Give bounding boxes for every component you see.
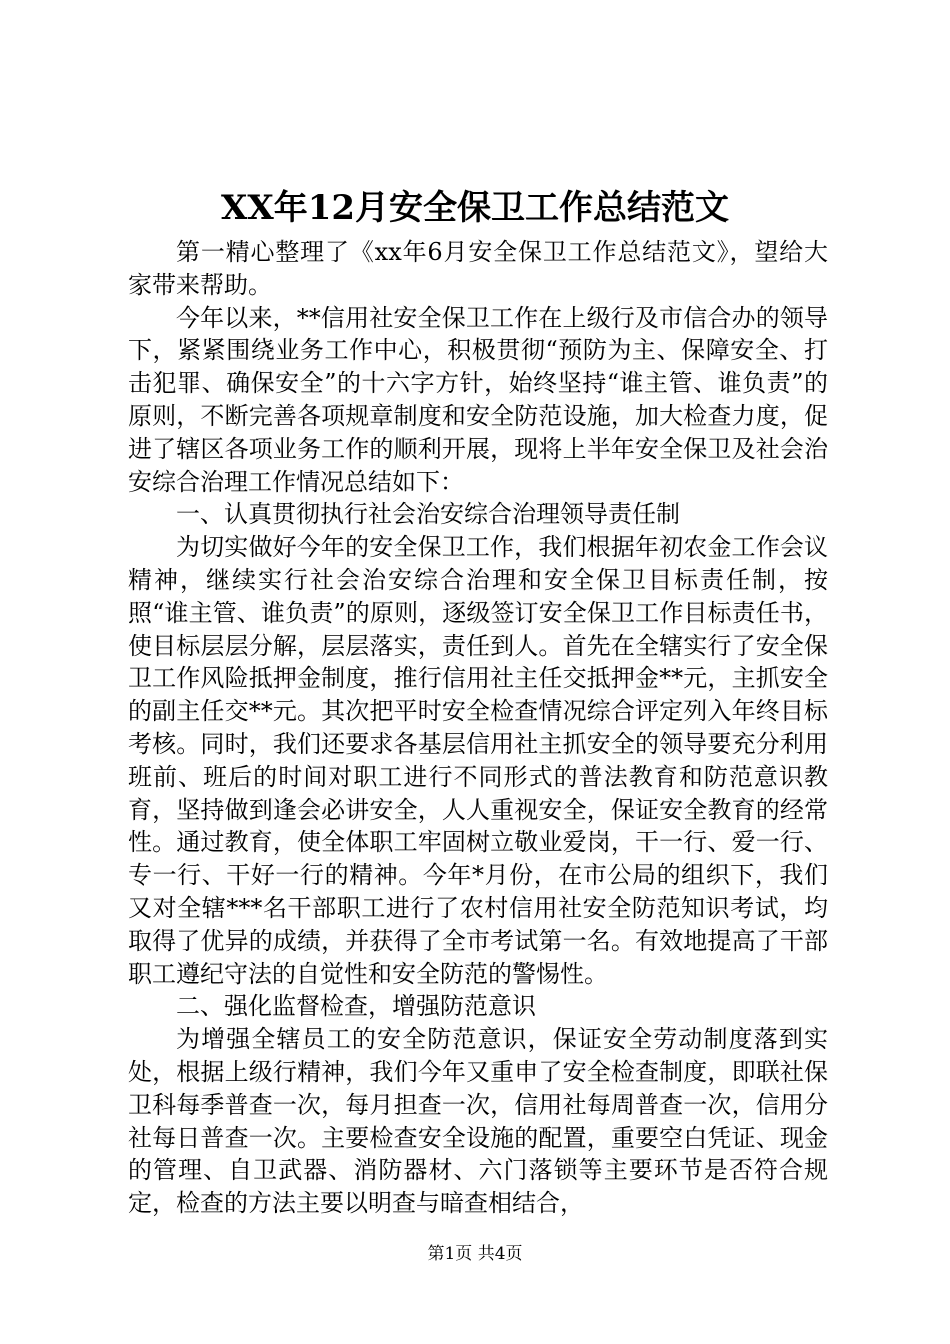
document-title: XX年12月安全保卫工作总结范文 xyxy=(220,188,730,228)
paragraph-section-1: 为切实做好今年的安全保卫工作，我们根据年初农金工作会议精神，继续实行社会治安综合治理和安全保卫目标责任制，按照“谁主管、谁负责”的原则，逐级签订安全保卫工作目标责任书，使目标层层分解，层层落实，责任到人。首先在全辖实行了安全保卫工作风险抵押金制度，推行信用社主任交抵押金**元，主抓安全的副主任交**元。其次把平时安全检查情况综合评定列入年终目标考核。同时，我们还要求各基层信用社主抓安全的领导要充分利用班前、班后的时间对职工进行不同形式的普法教育和防范意识教育，坚持做到逢会必讲安全，人人重视安全，保证安全教育的经常性。通过教育，使全体职工牢固树立敬业爱岗，干一行、爱一行、专一行、干好一行的精神。今年*月份，在市公局的组织下，我们又对全辖***名干部职工进行了农村信用社安全防范知识考试，均取得了优异的成绩，并获得了全市考试第一名。有效地提高了干部职工遵纪守法的自觉性和安全防范的警惕性。 xyxy=(128,533,828,988)
paragraph-intro: 第一精心整理了《xx年6月安全保卫工作总结范文》，望给大家带来帮助。 xyxy=(128,238,828,299)
section-heading-1: 一、认真贯彻执行社会治安综合治理领导责任制 xyxy=(176,500,680,529)
section-heading-2: 二、强化监督检查，增强防范意识 xyxy=(176,992,536,1021)
page-footer: 第1页 共4页 xyxy=(427,1244,523,1264)
paragraph-summary: 今年以来，**信用社安全保卫工作在上级行及市信合办的领导下，紧紧围绕业务工作中心，积极贯彻“预防为主、保障安全、打击犯罪、确保安全”的十六字方针，始终坚持“谁主管、谁负责”的原则，不断完善各项规章制度和安全防范设施，加大检查力度，促进了辖区各项业务工作的顺利开展，现将上半年安全保卫及社会治安综合治理工作情况总结如下： xyxy=(128,303,828,496)
paragraph-section-2: 为增强全辖员工的安全防范意识，保证安全劳动制度落到实处，根据上级行精神，我们今年又重申了安全检查制度，即联社保卫科每季普查一次，每月担查一次，信用社每周普查一次，信用分社每日普查一次。主要检查安全设施的配置，重要空白凭证、现金的管理、自卫武器、消防器材、六门落锁等主要环节是否符合规定，检查的方法主要以明查与暗查相结合， xyxy=(128,1025,828,1218)
document-body xyxy=(128,236,828,1220)
